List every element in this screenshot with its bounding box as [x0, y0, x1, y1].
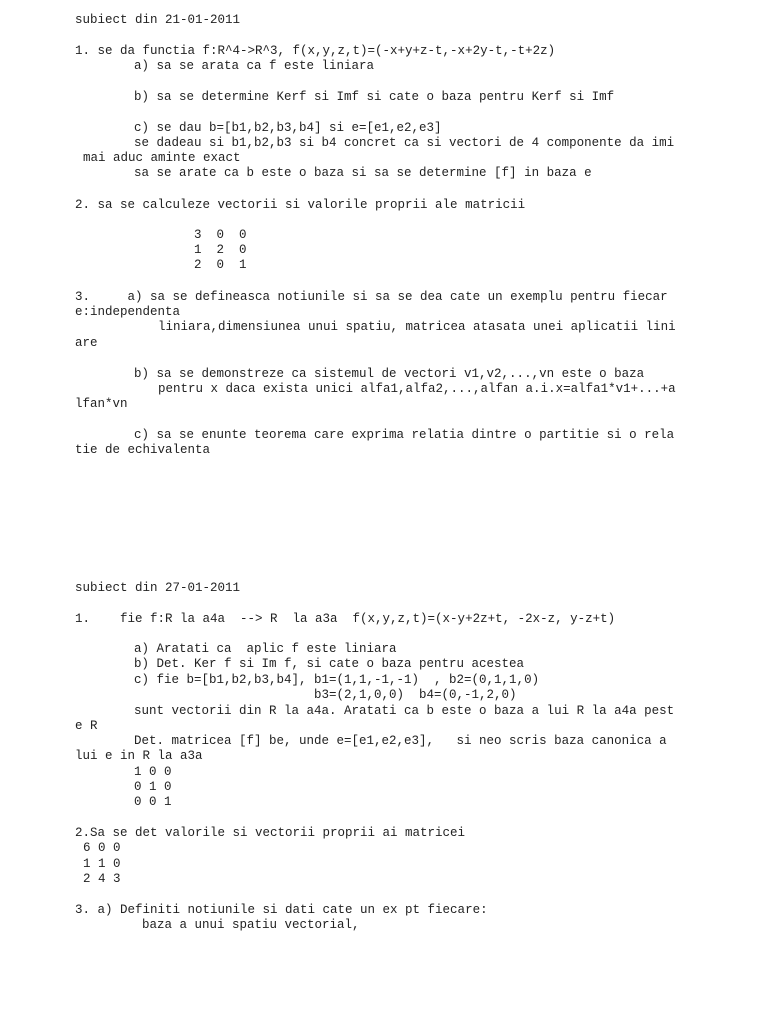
s2-q2-matrix-row: 6 0 0: [83, 841, 121, 855]
s2-q1-c-line1: c) fie b=[b1,b2,b3,b4], b1=(1,1,-1,-1) , b2=(0,1,1,0): [134, 673, 540, 687]
subject2-heading: subiect din 27-01-2011: [75, 581, 241, 595]
s2-q1-matrix-row: 0 1 0: [134, 780, 172, 794]
s1-q2-matrix-row: 2 0 1: [194, 258, 247, 272]
s2-q1-c-line3: sunt vectorii din R la a4a. Aratati ca b este o baza a lui R la a4a pest: [134, 704, 675, 718]
s1-q2-statement: 2. sa se calculeze vectorii si valorile proprii ale matricii: [75, 198, 526, 212]
s2-q1-c-line6: lui e in R la a3a: [75, 749, 203, 763]
s1-q3-a-line1: 3. a) sa se defineasca notiunile si sa se dea cate un exemplu pentru fiecar: [75, 290, 668, 304]
s2-q1-c-line2: b3=(2,1,0,0) b4=(0,-1,2,0): [314, 688, 517, 702]
s1-q3-a-line2: e:independenta: [75, 305, 181, 319]
s2-q2-matrix-row: 2 4 3: [83, 872, 121, 886]
s1-q1-b: b) sa se determine Kerf si Imf si cate o baza pentru Kerf si Imf: [134, 90, 615, 104]
s2-q1-a: a) Aratati ca aplic f este liniara: [134, 642, 397, 656]
s1-q1-a: a) sa se arata ca f este liniara: [134, 59, 375, 73]
s1-q3-c-line2: tie de echivalenta: [75, 443, 211, 457]
s1-q3-b-line2: pentru x daca exista unici alfa1,alfa2,...,alfan a.i.x=alfa1*v1+...+a: [158, 382, 676, 396]
s2-q1-matrix-row: 1 0 0: [134, 765, 172, 779]
s1-q3-b-line3: lfan*vn: [75, 397, 128, 411]
s1-q2-matrix-row: 1 2 0: [194, 243, 247, 257]
s1-q1-statement: 1. se da functia f:R^4->R^3, f(x,y,z,t)=(-x+y+z-t,-x+2y-t,-t+2z): [75, 44, 556, 58]
s1-q1-c-line3: mai aduc aminte exact: [83, 151, 241, 165]
s2-q2-statement: 2.Sa se det valorile si vectorii proprii ai matricei: [75, 826, 466, 840]
s1-q3-b-line1: b) sa se demonstreze ca sistemul de vectori v1,v2,...,vn este o baza: [134, 367, 645, 381]
s1-q2-matrix-row: 3 0 0: [194, 228, 247, 242]
subject1-heading: subiect din 21-01-2011: [75, 13, 241, 27]
s2-q1-statement: 1. fie f:R la a4a --> R la a3a f(x,y,z,t)=(x-y+2z+t, -2x-z, y-z+t): [75, 612, 616, 626]
s2-q1-c-line4: e R: [75, 719, 98, 733]
s1-q3-a-line4: are: [75, 336, 98, 350]
s1-q1-c-line4: sa se arate ca b este o baza si sa se determine [f] in baza e: [134, 166, 592, 180]
s1-q1-c-line2: se dadeau si b1,b2,b3 si b4 concret ca si vectori de 4 componente da imi: [134, 136, 675, 150]
s1-q1-c-line1: c) se dau b=[b1,b2,b3,b4] si e=[e1,e2,e3]: [134, 121, 442, 135]
s2-q2-matrix-row: 1 1 0: [83, 857, 121, 871]
s1-q3-c-line1: c) sa se enunte teorema care exprima relatia dintre o partitie si o rela: [134, 428, 675, 442]
s1-q3-a-line3: liniara,dimensiunea unui spatiu, matricea atasata unei aplicatii lini: [158, 320, 676, 334]
s2-q1-b: b) Det. Ker f si Im f, si cate o baza pentru acestea: [134, 657, 525, 671]
s2-q1-matrix-row: 0 0 1: [134, 795, 172, 809]
s2-q3-line2: baza a unui spatiu vectorial,: [142, 918, 360, 932]
s2-q1-c-line5: Det. matricea [f] be, unde e=[e1,e2,e3], si neo scris baza canonica a: [134, 734, 667, 748]
s2-q3-line1: 3. a) Definiti notiunile si dati cate un ex pt fiecare:: [75, 903, 488, 917]
